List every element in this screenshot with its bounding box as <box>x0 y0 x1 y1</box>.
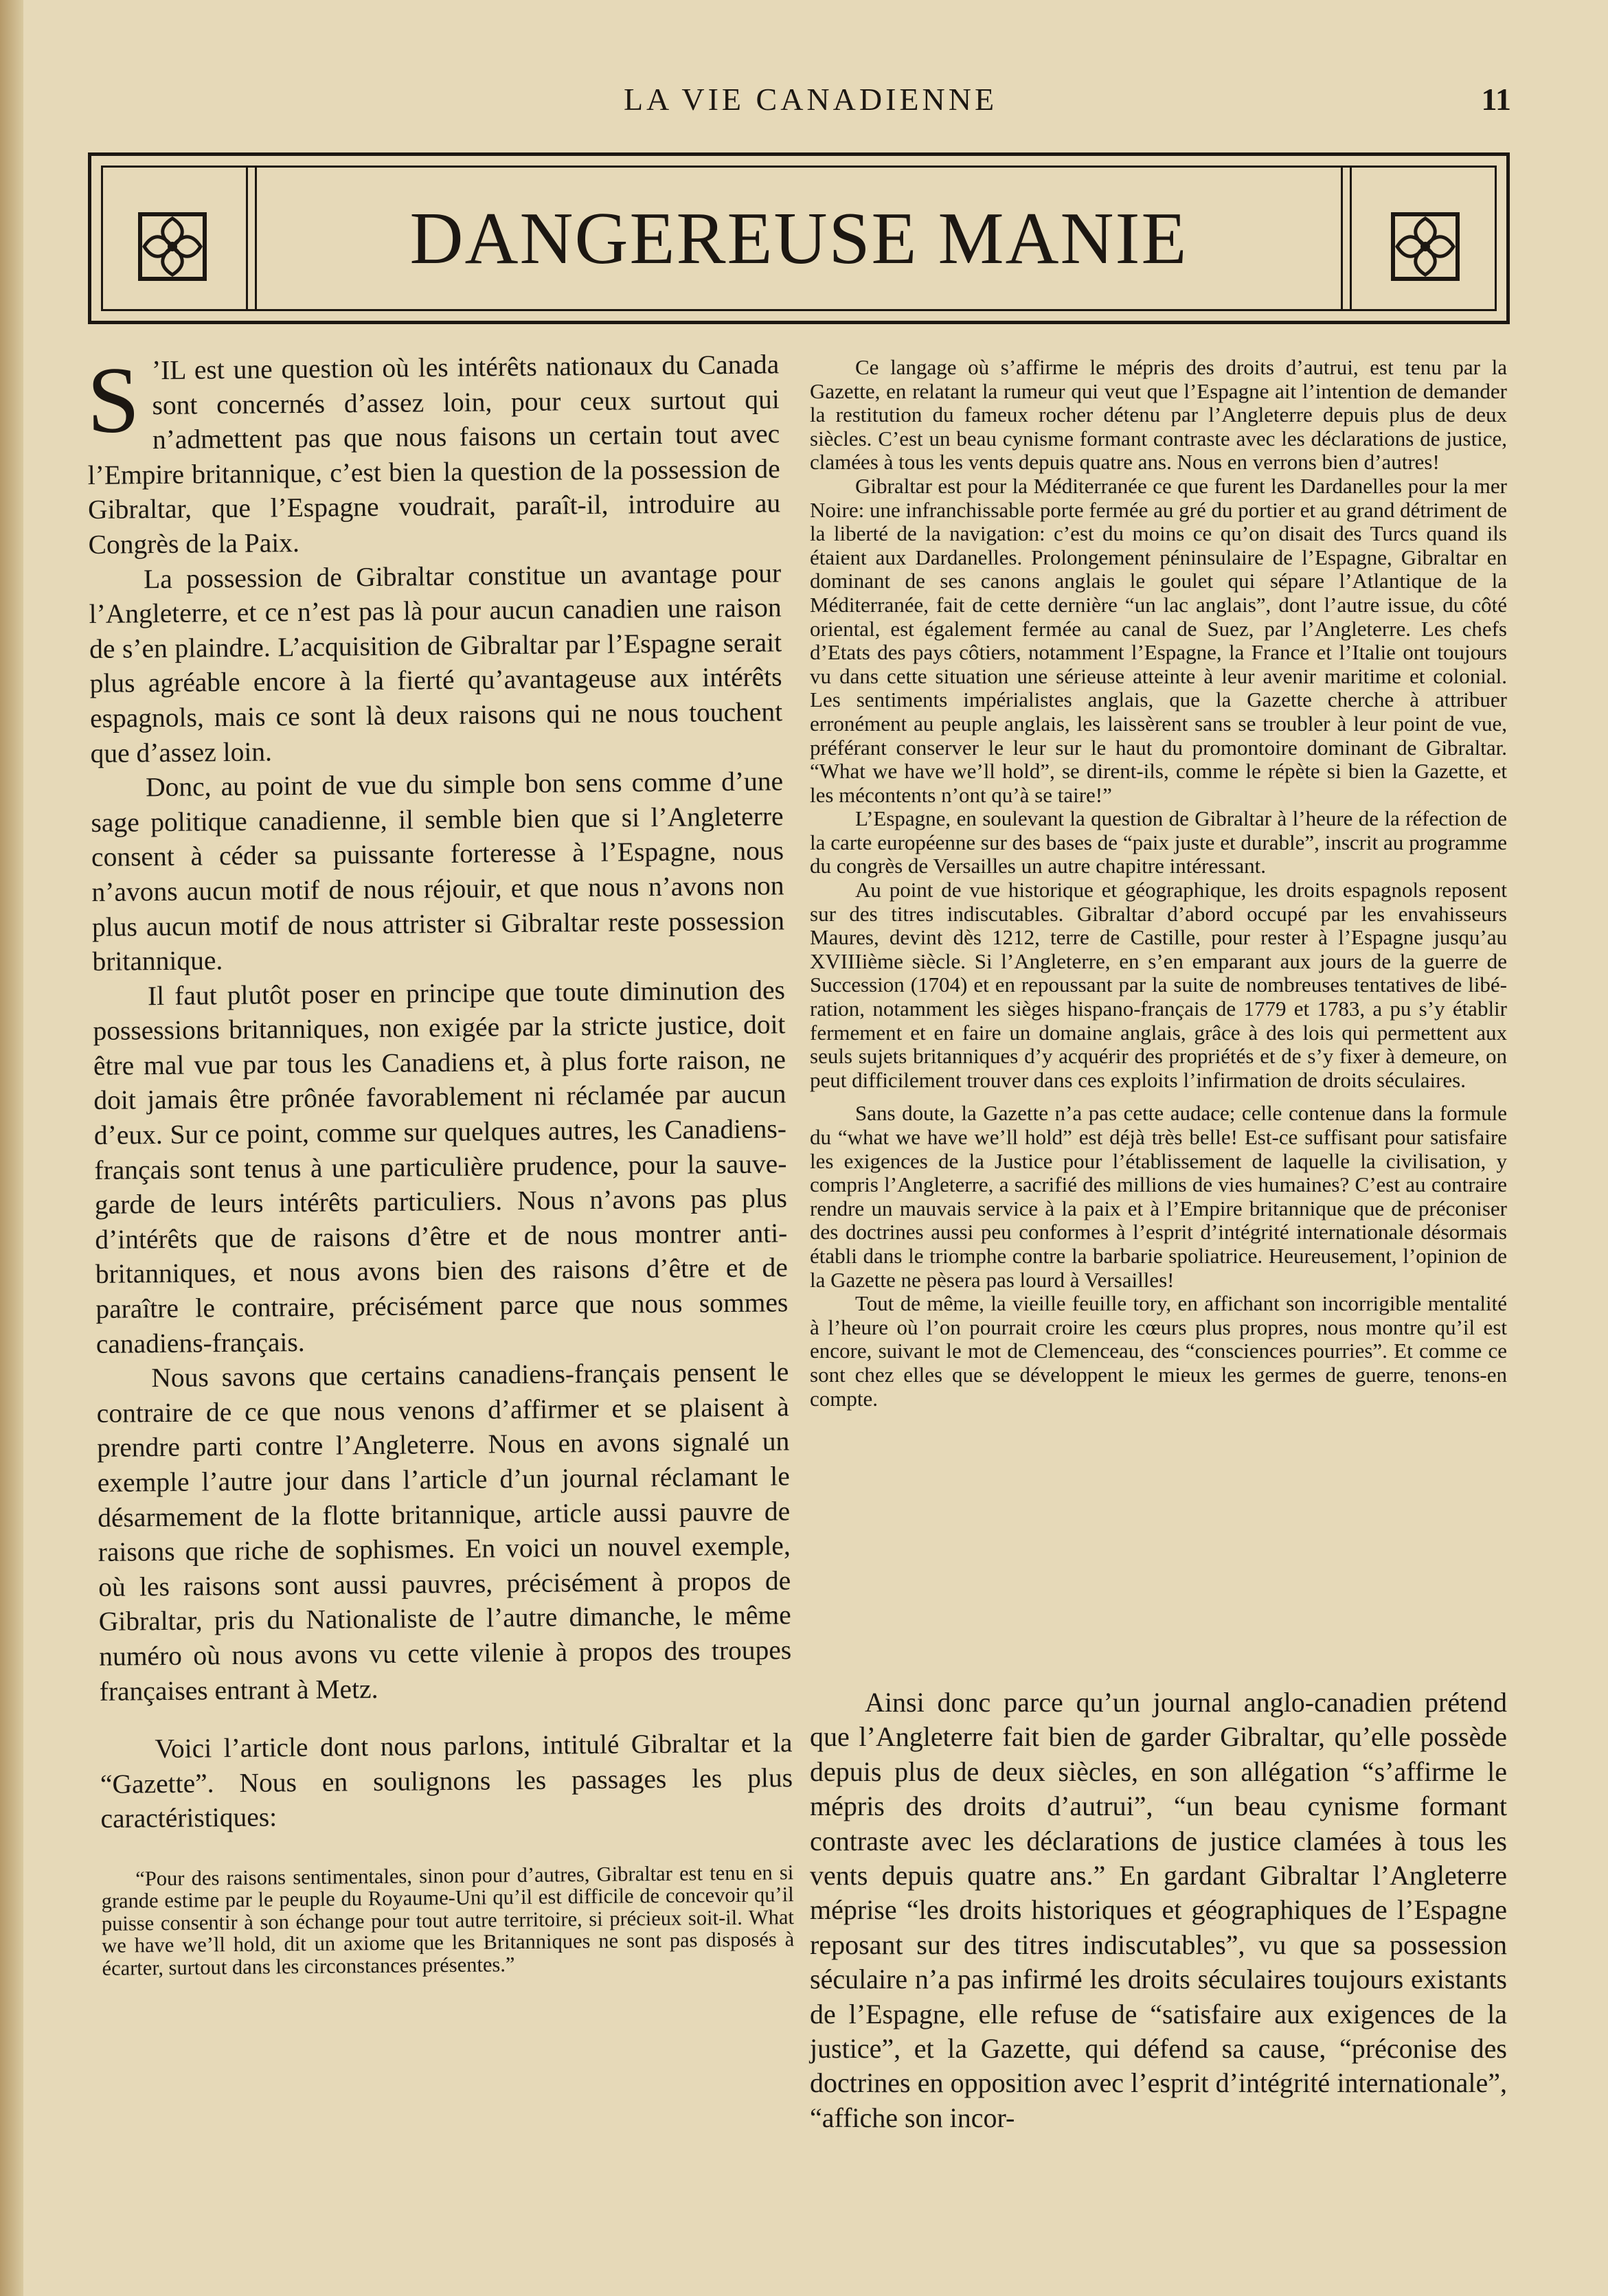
title-frame-right-bar <box>1341 168 1352 309</box>
drop-cap: S <box>86 347 141 453</box>
paragraph: Il faut plutôt poser en principe que toute diminution des possessions britanniques, non exigée par la stricte justice, doit être mal vue par tous les Canadiens et, à plus forte raison, ne doit jamais être prônée favorablement ni réclamée par aucun d’eux. Sur ce point, comme sur quelques autres, les Canadiens-français sont tenus à une particulière prudence, pour la sauvegarde de leurs intérêts particuliers. Nous n’avons pas plus d’intérêts que de raisons d’être et de nous montrer anti-britanniques, et nous avons bien des raisons d’être et de paraître le contraire, précisément parce que nous sommes canadiens-français. <box>93 974 789 1359</box>
quoted-paragraph: L’Espagne, en soulevant la question de Gibraltar à l’heure de la réfection de la carte européenne sur des bases de “paix juste et durable”, inscrit au programme du congrès de Versailles un autre chapitre intéressant. <box>810 806 1507 878</box>
paragraph-spacer <box>810 1092 1507 1102</box>
title-frame-inner <box>101 166 1497 311</box>
right-column-quoted-article <box>810 356 1507 1411</box>
paragraph: Nous savons que certains canadiens-français pensent le contraire de ce que nous venons d’affirmer et se plaisent à prendre parti contre l’Angleterre. Nous en avons signalé un exemple l’autre jour dans l’article d’un journal réclamant le désarmement de la flotte britannique, article aussi pauvre de raisons que riche de sophismes. En voici un nouvel exemple, où les raisons sont aussi pauvres, précisément à propos de Gibraltar, pris du Nationaliste de l’autre dimanche, le même numéro où nous avons vu cette vilenie à propos des troupes françaises entrant à Metz. <box>96 1356 792 1707</box>
running-header <box>0 81 1608 122</box>
right-column-body <box>810 1685 1507 2135</box>
cross-flower-ornament-icon <box>135 209 210 284</box>
quoted-paragraph: Au point de vue historique et géographique, les droits espagnols reposent sur des titres indiscutables. Gibraltar d’abord occupé par les envahisseurs Maures, devint dès 1212, terre de Castille, pour rester à l’Espagne jusqu’au XVIIIième siècle. Si l’Angleterre, en s’en emparant aux jours de la guerre de Succession (1704) et en repoussant par la suite de nombreuses tentatives de libération, notamment les sièges hispano-français de 1779 et 1783, a pu s’y établir fermement et en faire un domaine anglais, grâce à des lois qui permettent aux seuls sujets britanniques d’y acquérir des propriétés et de s’y fixer à demeure, on peut difficilement trouver dans ces exploits l’infirmation de droits séculaires. <box>810 878 1507 1092</box>
quoted-paragraph: Gibraltar est pour la Méditerranée ce que furent les Dardanelles pour la mer Noire: une infranchissable porte fermée au gré du portier et au grand détriment de la liberté de la navigation: c’est du moins ce qu’on disait des Turcs quand ils étaient aux Dardanelles. Prolongement péninsulaire de l’Espagne, Gibraltar en dominant de ses canons anglais le goulet qui sépare l’Atlantique de la Méditerranée, fait de cette dernière “un lac anglais”, dont l’autre issue, du côté oriental, est également fermée au canal de Suez, par l’Angleterre. Les chefs d’Etats des pays côtiers, notamment l’Espagne, la France et l’Italie ont toujours vu dans cette situation une sérieuse atteinte à leur avenir maritime et colonial. Les sentiments impérialistes anglais, que la Gazette cherche à attribuer erronément au peuple anglais, les laissèrent sans se troubler à leur point de vue, préférant conserver le leur sur le haut du promontoire dominant de Gibraltar. “What we have we’ll hold”, se dirent-ils, comme le répète si bien la Gazette, et les mécontents n’ont qu’à se taire!” <box>810 473 1507 807</box>
article-title: DANGEREUSE MANIE <box>409 198 1188 280</box>
paragraph: Donc, au point de vue du simple bon sens comme d’une sage politique canadienne, il semble bien que si l’Angleterre consent à céder sa puissante forteresse à l’Espagne, nous n’avons aucun motif de nous réjouir, et que nous n’avons non plus aucun motif de nous attrister si Gibraltar reste possession britannique. <box>91 766 785 977</box>
running-title: LA VIE CANADIENNE <box>623 82 998 117</box>
quoted-paragraph: Tout de même, la vieille feuille tory, en affichant son incorrigible mentalité à l’heure où l’on pourrait croire les cœurs plus propres, nous montre qu’il est encore, suivant le mot de Clemenceau, des “consciences pourries”. Et comme ce sont chez elles que se développent le mieux les germes de guerre, tenons-en compte. <box>810 1291 1507 1411</box>
page-edge-shadow <box>0 0 23 2296</box>
paragraph: S ’IL est une question où les intérêts nationaux du Canada sont concernés d’assez loin, pour ceux surtout qui n’admettent pas que nous faisons un certain tout avec l’Empire britannique, c’est bien la question de la possession de Gibraltar, que l’Espagne voudrait, paraît-il, introduire au Congrès de la Paix. <box>86 347 781 560</box>
paragraph: La possession de Gibraltar constitue un avantage pour l’Angleterre, et ce n’est pas là pour aucun canadien une raison de s’en plaindre. L’acquisition de Gibraltar par l’Espagne serait plus agréable encore à la fierté qu’avantageuse aux intérêts espagnols, mais ce sont là deux raisons qui ne nous touchent que d’assez loin. <box>89 557 783 769</box>
page-number: 11 <box>1481 82 1511 117</box>
quoted-paragraph: Ce langage où s’affirme le mépris des droits d’autrui, est tenu par la Gazette, en relatant la rumeur qui veut que l’Espagne ait l’intention de demander la restitution du fameux rocher détenu par l’Angleterre depuis plus de deux siècles. C’est un beau cynisme formant contraste avec les déclarations de justice, clamées à tous les vents depuis quatre ans. Nous en verrons bien d’autres! <box>810 355 1507 475</box>
left-column <box>87 347 795 1979</box>
cross-flower-ornament-icon <box>1388 209 1463 284</box>
paragraph: Ainsi donc parce qu’un journal anglo-canadien prétend que l’Angleterre fait bien de garder Gibraltar, qu’elle possède depuis plus de deux siècles, en son allégation “s’affirme le mépris des droits d’autrui”, “un beau cynisme formant contraste avec les déclarations de justice clamées à tous les vents depuis quatre ans.” En gardant Gibraltar l’Angleterre méprise “les droits historiques et géographiques de l’Espagne reposant sur des titres indiscutables”, vu que sa possession séculaire n’a pas infirmé les droits séculaires toujours existants de l’Espagne, elle refuse de “satisfaire aux exigences de la justice”, et la Gazette, qui défend sa cause, “préconise des doctrines en opposition avec l’esprit d’intégrité internationale”, “affiche son incor- <box>810 1687 1507 2133</box>
quoted-paragraph: Sans doute, la Gazette n’a pas cette audace; celle contenue dans la formule du “what we have we’ll hold” est déjà très belle! Est-ce suffisant pour satisfaire les exigences de la Justice pour l’établissement de laquelle la civilisation, y compris l’Angleterre, a sacrifié des millions de vies humaines? C’est au contraire rendre un mauvais service à la paix et à l’Empire britannique que de préconiser des doctrines aussi peu conformes à l’esprit d’intégrité internationale désormais établi dans le triomphe contre la barbarie spoliatrice. Heureusement, l’opinion de la Gazette ne pèsera pas lourd à Versailles! <box>810 1101 1507 1292</box>
paragraph: Voici l’article dont nous parlons, intitulé Gibraltar et la “Gazette”. Nous en soulignons les passages les plus caractéristiques: <box>100 1727 793 1834</box>
title-frame <box>88 152 1510 324</box>
block-quote: “Pour des raisons sentimentales, sinon pour d’autres, Gibraltar est tenu en si grande estime par le peuple du Royaume-Uni qu’il est difficile de concevoir qu’il puisse consentir à son échange pour tout autre territoire, si précieux soit-il. What we have we’ll hold, dit un axiome que les Britanniques ne sont pas disposés à écarter, surtout dans les circonstances présentes.” <box>101 1861 795 1980</box>
title-frame-left-bar <box>246 168 257 309</box>
